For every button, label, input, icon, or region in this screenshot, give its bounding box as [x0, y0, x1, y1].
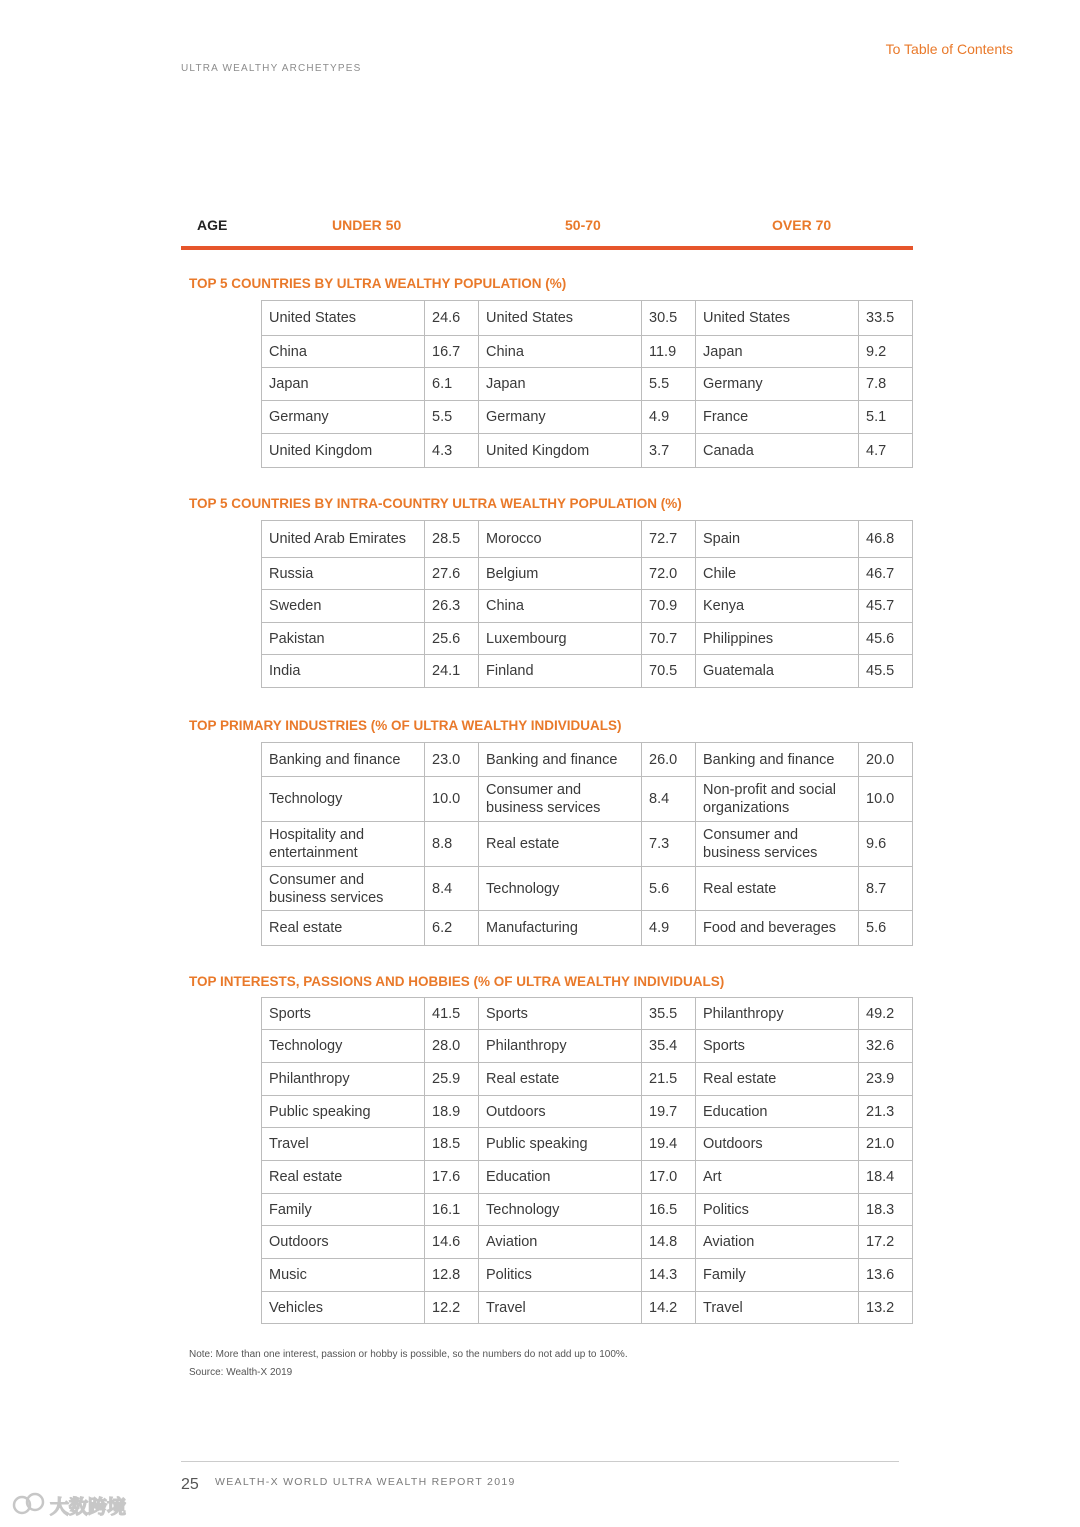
value-cell-under-50: 24.1 — [425, 655, 479, 688]
column-header-50-70: 50-70 — [565, 217, 601, 233]
name-cell-over-70: Non-profit and social organizations — [696, 777, 859, 822]
value-cell-over-70: 32.6 — [859, 1030, 913, 1063]
name-cell-under-50: Real estate — [262, 911, 425, 946]
value-cell-50-70: 72.7 — [642, 521, 696, 558]
value-cell-50-70: 35.5 — [642, 998, 696, 1030]
name-cell-50-70: Consumer and business services — [479, 777, 642, 822]
name-cell-50-70: United States — [479, 301, 642, 336]
table-row — [262, 336, 913, 368]
name-cell-50-70: Travel — [479, 1292, 642, 1324]
table-row — [262, 777, 913, 822]
name-cell-under-50: Hospitality and entertainment — [262, 822, 425, 867]
name-cell-50-70: Technology — [479, 1194, 642, 1226]
value-cell-under-50: 6.2 — [425, 911, 479, 946]
value-cell-50-70: 72.0 — [642, 558, 696, 590]
page-number: 25 — [181, 1476, 199, 1493]
table-row — [262, 301, 913, 336]
value-cell-under-50: 6.1 — [425, 368, 479, 401]
table-row — [262, 590, 913, 623]
table-row — [262, 1194, 913, 1226]
table-row — [262, 822, 913, 867]
name-cell-50-70: Aviation — [479, 1226, 642, 1259]
value-cell-50-70: 5.5 — [642, 368, 696, 401]
table-of-contents-link[interactable]: To Table of Contents — [885, 41, 1013, 57]
value-cell-under-50: 16.7 — [425, 336, 479, 368]
value-cell-over-70: 5.1 — [859, 401, 913, 434]
value-cell-under-50: 12.8 — [425, 1259, 479, 1292]
value-cell-over-70: 45.6 — [859, 623, 913, 655]
age-header — [181, 214, 913, 244]
name-cell-50-70: China — [479, 590, 642, 623]
name-cell-over-70: Canada — [696, 434, 859, 468]
value-cell-over-70: 4.7 — [859, 434, 913, 468]
value-cell-50-70: 14.8 — [642, 1226, 696, 1259]
table-row — [262, 521, 913, 558]
value-cell-under-50: 17.6 — [425, 1161, 479, 1194]
name-cell-under-50: Vehicles — [262, 1292, 425, 1324]
name-cell-over-70: Food and beverages — [696, 911, 859, 946]
table-row — [262, 911, 913, 946]
table-row — [262, 1161, 913, 1194]
name-cell-over-70: France — [696, 401, 859, 434]
value-cell-50-70: 17.0 — [642, 1161, 696, 1194]
value-cell-over-70: 10.0 — [859, 777, 913, 822]
value-cell-under-50: 27.6 — [425, 558, 479, 590]
name-cell-50-70: China — [479, 336, 642, 368]
name-cell-under-50: Family — [262, 1194, 425, 1226]
name-cell-under-50: Sweden — [262, 590, 425, 623]
name-cell-over-70: Education — [696, 1096, 859, 1128]
value-cell-under-50: 18.9 — [425, 1096, 479, 1128]
name-cell-50-70: Real estate — [479, 822, 642, 867]
name-cell-over-70: Kenya — [696, 590, 859, 623]
name-cell-50-70: United Kingdom — [479, 434, 642, 468]
section-title-intra-country: TOP 5 COUNTRIES BY INTRA-COUNTRY ULTRA WEALTHY POPULATION (%) — [189, 496, 682, 511]
table-row — [262, 1030, 913, 1063]
name-cell-under-50: India — [262, 655, 425, 688]
table-row — [262, 1259, 913, 1292]
name-cell-over-70: Sports — [696, 1030, 859, 1063]
value-cell-under-50: 10.0 — [425, 777, 479, 822]
value-cell-over-70: 21.3 — [859, 1096, 913, 1128]
value-cell-over-70: 46.8 — [859, 521, 913, 558]
age-label: AGE — [197, 217, 228, 233]
name-cell-under-50: Technology — [262, 777, 425, 822]
value-cell-under-50: 18.5 — [425, 1128, 479, 1161]
value-cell-50-70: 4.9 — [642, 401, 696, 434]
value-cell-under-50: 28.5 — [425, 521, 479, 558]
table-row — [262, 368, 913, 401]
value-cell-over-70: 17.2 — [859, 1226, 913, 1259]
name-cell-over-70: United States — [696, 301, 859, 336]
value-cell-50-70: 14.3 — [642, 1259, 696, 1292]
name-cell-under-50: Real estate — [262, 1161, 425, 1194]
name-cell-under-50: Public speaking — [262, 1096, 425, 1128]
value-cell-over-70: 9.2 — [859, 336, 913, 368]
table-row — [262, 655, 913, 688]
name-cell-under-50: Consumer and business services — [262, 867, 425, 911]
value-cell-over-70: 7.8 — [859, 368, 913, 401]
name-cell-over-70: Guatemala — [696, 655, 859, 688]
value-cell-over-70: 20.0 — [859, 743, 913, 777]
name-cell-over-70: Outdoors — [696, 1128, 859, 1161]
name-cell-50-70: Public speaking — [479, 1128, 642, 1161]
name-cell-over-70: Philanthropy — [696, 998, 859, 1030]
name-cell-under-50: Philanthropy — [262, 1063, 425, 1096]
value-cell-50-70: 70.5 — [642, 655, 696, 688]
table-row — [262, 1063, 913, 1096]
name-cell-over-70: Family — [696, 1259, 859, 1292]
value-cell-50-70: 70.7 — [642, 623, 696, 655]
value-cell-50-70: 70.9 — [642, 590, 696, 623]
name-cell-under-50: Technology — [262, 1030, 425, 1063]
name-cell-over-70: Japan — [696, 336, 859, 368]
value-cell-50-70: 4.9 — [642, 911, 696, 946]
name-cell-under-50: Pakistan — [262, 623, 425, 655]
name-cell-under-50: Russia — [262, 558, 425, 590]
value-cell-over-70: 8.7 — [859, 867, 913, 911]
section-title-interests: TOP INTERESTS, PASSIONS AND HOBBIES (% OF ULTRA WEALTHY INDIVIDUALS) — [189, 974, 725, 989]
table-row — [262, 434, 913, 468]
value-cell-under-50: 25.9 — [425, 1063, 479, 1096]
name-cell-50-70: Belgium — [479, 558, 642, 590]
name-cell-over-70: Politics — [696, 1194, 859, 1226]
value-cell-50-70: 16.5 — [642, 1194, 696, 1226]
value-cell-under-50: 14.6 — [425, 1226, 479, 1259]
value-cell-50-70: 35.4 — [642, 1030, 696, 1063]
name-cell-over-70: Chile — [696, 558, 859, 590]
watermark-text: 大数跨境 — [50, 1496, 127, 1518]
value-cell-over-70: 18.4 — [859, 1161, 913, 1194]
name-cell-50-70: Outdoors — [479, 1096, 642, 1128]
name-cell-under-50: Travel — [262, 1128, 425, 1161]
name-cell-50-70: Philanthropy — [479, 1030, 642, 1063]
name-cell-over-70: Consumer and business services — [696, 822, 859, 867]
column-header-under-50: UNDER 50 — [332, 217, 402, 233]
value-cell-under-50: 26.3 — [425, 590, 479, 623]
name-cell-under-50: United Kingdom — [262, 434, 425, 468]
name-cell-under-50: Japan — [262, 368, 425, 401]
value-cell-50-70: 11.9 — [642, 336, 696, 368]
column-header-over-70: OVER 70 — [772, 217, 832, 233]
footer-rule — [181, 1461, 899, 1462]
value-cell-under-50: 41.5 — [425, 998, 479, 1030]
table-row — [262, 401, 913, 434]
table-row — [262, 558, 913, 590]
table-row — [262, 1128, 913, 1161]
name-cell-under-50: Music — [262, 1259, 425, 1292]
name-cell-under-50: China — [262, 336, 425, 368]
name-cell-under-50: Sports — [262, 998, 425, 1030]
name-cell-over-70: Philippines — [696, 623, 859, 655]
table-interests — [261, 997, 913, 1324]
value-cell-50-70: 8.4 — [642, 777, 696, 822]
value-cell-under-50: 23.0 — [425, 743, 479, 777]
name-cell-under-50: Outdoors — [262, 1226, 425, 1259]
name-cell-50-70: Germany — [479, 401, 642, 434]
value-cell-50-70: 5.6 — [642, 867, 696, 911]
value-cell-under-50: 25.6 — [425, 623, 479, 655]
value-cell-under-50: 16.1 — [425, 1194, 479, 1226]
name-cell-over-70: Real estate — [696, 867, 859, 911]
value-cell-under-50: 5.5 — [425, 401, 479, 434]
value-cell-over-70: 46.7 — [859, 558, 913, 590]
name-cell-under-50: United States — [262, 301, 425, 336]
report-title: WEALTH-X WORLD ULTRA WEALTH REPORT 2019 — [215, 1476, 516, 1488]
value-cell-over-70: 33.5 — [859, 301, 913, 336]
value-cell-over-70: 9.6 — [859, 822, 913, 867]
name-cell-over-70: Aviation — [696, 1226, 859, 1259]
header-rule — [181, 246, 913, 250]
name-cell-over-70: Travel — [696, 1292, 859, 1324]
value-cell-50-70: 19.7 — [642, 1096, 696, 1128]
table-row — [262, 1292, 913, 1324]
running-head: ULTRA WEALTHY ARCHETYPES — [181, 63, 362, 74]
value-cell-under-50: 28.0 — [425, 1030, 479, 1063]
value-cell-over-70: 21.0 — [859, 1128, 913, 1161]
name-cell-50-70: Sports — [479, 998, 642, 1030]
value-cell-50-70: 3.7 — [642, 434, 696, 468]
name-cell-50-70: Education — [479, 1161, 642, 1194]
table-row — [262, 1226, 913, 1259]
name-cell-50-70: Manufacturing — [479, 911, 642, 946]
section-title-top-countries: TOP 5 COUNTRIES BY ULTRA WEALTHY POPULATION (%) — [189, 276, 567, 291]
name-cell-under-50: Banking and finance — [262, 743, 425, 777]
value-cell-under-50: 8.4 — [425, 867, 479, 911]
value-cell-over-70: 13.2 — [859, 1292, 913, 1324]
section-title-industries: TOP PRIMARY INDUSTRIES (% OF ULTRA WEALTHY INDIVIDUALS) — [189, 718, 622, 733]
watermark-logo — [8, 1489, 143, 1521]
table-industries — [261, 742, 913, 946]
value-cell-under-50: 24.6 — [425, 301, 479, 336]
name-cell-over-70: Germany — [696, 368, 859, 401]
value-cell-under-50: 8.8 — [425, 822, 479, 867]
name-cell-50-70: Technology — [479, 867, 642, 911]
name-cell-under-50: United Arab Emirates — [262, 521, 425, 558]
value-cell-50-70: 14.2 — [642, 1292, 696, 1324]
value-cell-50-70: 7.3 — [642, 822, 696, 867]
value-cell-under-50: 12.2 — [425, 1292, 479, 1324]
value-cell-over-70: 45.5 — [859, 655, 913, 688]
value-cell-over-70: 23.9 — [859, 1063, 913, 1096]
name-cell-50-70: Banking and finance — [479, 743, 642, 777]
name-cell-50-70: Politics — [479, 1259, 642, 1292]
name-cell-under-50: Germany — [262, 401, 425, 434]
table-row — [262, 623, 913, 655]
name-cell-50-70: Luxembourg — [479, 623, 642, 655]
name-cell-over-70: Spain — [696, 521, 859, 558]
value-cell-over-70: 45.7 — [859, 590, 913, 623]
name-cell-over-70: Real estate — [696, 1063, 859, 1096]
name-cell-50-70: Morocco — [479, 521, 642, 558]
table-row — [262, 743, 913, 777]
table-row — [262, 1096, 913, 1128]
name-cell-50-70: Finland — [479, 655, 642, 688]
notes — [189, 1346, 628, 1382]
name-cell-50-70: Japan — [479, 368, 642, 401]
name-cell-over-70: Art — [696, 1161, 859, 1194]
value-cell-over-70: 49.2 — [859, 998, 913, 1030]
name-cell-over-70: Banking and finance — [696, 743, 859, 777]
note-text: Note: More than one interest, passion or hobby is possible, so the numbers do not add up to 100%. — [189, 1349, 628, 1360]
value-cell-50-70: 30.5 — [642, 301, 696, 336]
source-text: Source: Wealth-X 2019 — [189, 1367, 293, 1378]
name-cell-50-70: Real estate — [479, 1063, 642, 1096]
value-cell-50-70: 21.5 — [642, 1063, 696, 1096]
value-cell-over-70: 18.3 — [859, 1194, 913, 1226]
value-cell-over-70: 13.6 — [859, 1259, 913, 1292]
value-cell-over-70: 5.6 — [859, 911, 913, 946]
table-row — [262, 867, 913, 911]
value-cell-50-70: 26.0 — [642, 743, 696, 777]
table-intra-country — [261, 520, 913, 688]
table-row — [262, 998, 913, 1030]
value-cell-50-70: 19.4 — [642, 1128, 696, 1161]
value-cell-under-50: 4.3 — [425, 434, 479, 468]
table-top-countries — [261, 300, 913, 468]
